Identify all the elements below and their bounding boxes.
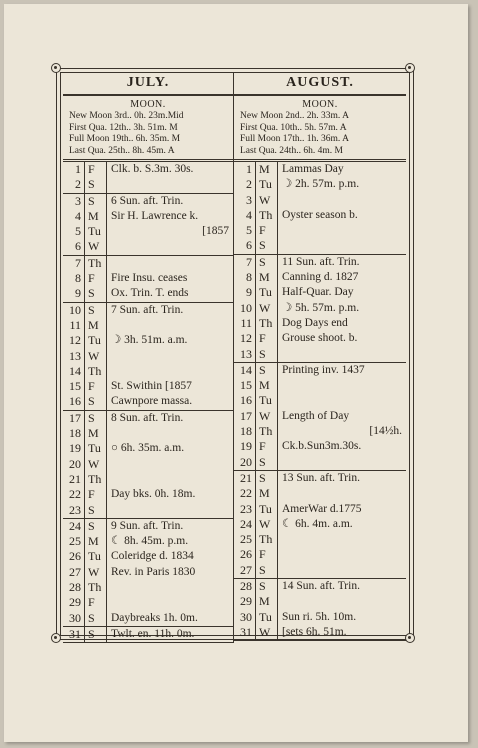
weekday: W [85,565,107,580]
weekday: F [256,331,278,346]
day-note: 8 Sun. aft. Trin. [111,411,184,424]
day-number: 31 [234,625,256,640]
day-number: 16 [63,394,85,409]
weekday: F [85,162,107,177]
weekday: S [85,194,107,209]
weekday: S [85,177,107,192]
day-number: 29 [63,595,85,610]
day-number: 24 [63,519,85,534]
day-note: Twlt. en. 11h. 0m. [111,627,195,640]
week-block [234,363,406,471]
weekday: M [256,486,278,501]
day-note: Day bks. 0h. 18m. [111,488,196,501]
day-row [234,223,406,238]
day-row [63,349,233,364]
day-row [234,594,406,609]
week-block [63,519,233,627]
day-note [107,256,233,271]
week-block [234,255,406,363]
day-note [107,595,233,610]
weekday: M [256,594,278,609]
day-row [63,549,233,564]
weekday: M [256,162,278,177]
day-number: 12 [234,331,256,346]
day-row [234,486,406,501]
weekday: S [256,579,278,594]
day-note: Grouse shoot. b. [282,332,358,345]
day-row [63,379,233,394]
corner-ornament [51,63,61,73]
day-number: 3 [234,193,256,208]
day-row [63,286,233,301]
day-row [63,426,233,441]
weekday: Th [256,424,278,439]
weekday: Tu [85,549,107,564]
day-number: 30 [63,611,85,626]
day-row [63,411,233,426]
weekday: F [85,379,107,394]
weekday: Tu [85,333,107,348]
day-note [107,580,233,595]
day-row [63,627,233,642]
day-number: 18 [63,426,85,441]
day-row [63,611,233,626]
day-row [63,303,233,318]
weekday: S [85,519,107,534]
month-july [63,72,234,643]
day-row [234,517,406,532]
week-block [63,161,233,194]
day-number: 10 [234,301,256,316]
weekday: S [85,611,107,626]
weekday: Tu [85,224,107,239]
day-note: Cawnpore massa. [111,395,193,408]
day-note: Ox. Trin. T. ends [111,287,189,300]
day-note [278,393,406,408]
moon-phase-line: Last Qua. 24th.. 6h. 4m. M [240,145,343,156]
day-number: 30 [234,610,256,625]
day-row [234,409,406,424]
day-note: Daybreaks 1h. 0m. [111,611,198,624]
weekday: Th [85,472,107,487]
weekday: Tu [85,441,107,456]
day-number: 19 [234,439,256,454]
weekday: Th [85,580,107,595]
day-note: ○ 6h. 35m. a.m. [111,442,185,455]
weekday: F [256,547,278,562]
weekday: Th [256,208,278,223]
day-number: 21 [63,472,85,487]
day-number: 7 [234,255,256,270]
moon-phase-line: Full Moon 19th.. 6h. 35m. M [69,134,181,144]
day-number: 22 [234,486,256,501]
day-note: 11 Sun. aft. Trin. [282,255,360,268]
day-number: 28 [63,580,85,595]
weekday: S [256,455,278,470]
day-note: 14 Sun. aft. Trin. [282,580,360,593]
day-number: 6 [63,239,85,254]
day-list [234,161,406,641]
day-row [63,256,233,271]
weekday: S [85,286,107,301]
day-row [63,457,233,472]
week-block [63,303,233,411]
day-note [278,238,406,253]
day-number: 31 [63,627,85,642]
day-row [234,255,406,270]
day-row [234,547,406,562]
day-number: 4 [234,208,256,223]
weekday: F [256,439,278,454]
day-row [63,565,233,580]
day-note [278,347,406,362]
month-title: AUGUST. [234,72,406,96]
day-number: 26 [63,549,85,564]
day-row [234,238,406,253]
day-row [234,285,406,300]
moon-phases [63,111,233,160]
weekday: W [256,301,278,316]
month-august [234,72,406,643]
day-number: 9 [234,285,256,300]
day-row [234,424,406,439]
day-note: 13 Sun. aft. Trin. [282,471,360,484]
day-note [107,503,233,518]
weekday: Tu [256,177,278,192]
weekday: Tu [256,393,278,408]
day-row [63,472,233,487]
day-number: 6 [234,238,256,253]
day-number: 8 [63,271,85,286]
day-number: 1 [63,162,85,177]
day-note: [sets 6h. 51m. [282,625,347,638]
day-note: Half-Quar. Day [282,286,354,299]
weekday: Tu [256,285,278,300]
day-row [63,534,233,549]
day-number: 1 [234,162,256,177]
day-note: 7 Sun. aft. Trin. [111,303,184,316]
weekday: S [256,563,278,578]
weekday: M [85,534,107,549]
day-row [63,519,233,534]
day-row [234,439,406,454]
weekday: F [85,487,107,502]
day-number: 12 [63,333,85,348]
day-number: 16 [234,393,256,408]
day-row [63,503,233,518]
day-row [234,532,406,547]
day-number: 11 [234,316,256,331]
weekday: S [85,411,107,426]
day-note [107,472,233,487]
day-number: 3 [63,194,85,209]
day-row [234,378,406,393]
weekday: S [256,471,278,486]
week-block [63,194,233,256]
day-number: 23 [234,502,256,517]
day-note: AmerWar d.1775 [282,502,362,515]
day-note: Length of Day [282,409,350,422]
day-note: ☽ 5h. 57m. p.m. [282,301,360,314]
weekday: W [85,349,107,364]
weekday: Tu [256,610,278,625]
week-block [63,256,233,303]
day-row [63,177,233,192]
moon-phase-line: Last Qua. 25th.. 8h. 45m. A [69,145,175,156]
day-note [107,364,233,379]
day-row [234,502,406,517]
weekday: F [256,223,278,238]
day-note: Sir H. Lawrence k. [111,209,199,222]
day-number: 20 [234,455,256,470]
day-number: 4 [63,209,85,224]
day-number: 21 [234,471,256,486]
day-number: 22 [63,487,85,502]
weekday: S [256,347,278,362]
day-row [63,595,233,610]
weekday: Th [85,256,107,271]
weekday: M [85,426,107,441]
day-number: 13 [234,347,256,362]
weekday: S [85,627,107,642]
day-note [278,223,406,238]
weekday: Th [256,316,278,331]
corner-ornament [51,633,61,643]
day-number: 5 [234,223,256,238]
week-block [234,161,406,255]
day-row [234,610,406,625]
weekday: Th [256,532,278,547]
weekday: W [256,625,278,640]
day-number: 26 [234,547,256,562]
day-note: ☾ 8h. 45m. p.m. [111,535,189,548]
day-row [234,625,406,640]
day-note: Rev. in Paris 1830 [111,565,196,578]
day-note: Clk. b. S.3m. 30s. [111,163,194,175]
day-number: 5 [63,224,85,239]
weekday: F [85,595,107,610]
day-row [234,563,406,578]
day-row [63,224,233,239]
day-row [234,177,406,192]
moon-phase-line: Full Moon 17th.. 1h. 36m. A [240,134,349,144]
day-number: 14 [234,363,256,378]
day-row [63,394,233,409]
day-note: Canning d. 1827 [282,271,359,284]
weekday: F [85,271,107,286]
day-number: 23 [63,503,85,518]
day-note [278,594,406,609]
day-row [234,208,406,223]
day-note: 9 Sun. aft. Trin. [111,519,184,532]
day-number: 18 [234,424,256,439]
day-note [107,318,233,333]
day-row [63,239,233,254]
day-number: 15 [63,379,85,394]
moon-phase-line: First Qua. 10th.. 5h. 57m. A [240,122,347,133]
weekday: S [256,255,278,270]
day-row [63,318,233,333]
day-row [234,270,406,285]
day-row [234,162,406,177]
day-row [234,347,406,362]
day-note [278,455,406,470]
day-number: 9 [63,286,85,301]
moon-heading: MOON. [302,99,338,110]
day-number: 24 [234,517,256,532]
day-row [63,441,233,456]
day-note [278,563,406,578]
day-note [107,239,233,254]
weekday: W [85,239,107,254]
day-row [234,331,406,346]
day-note: Fire Insu. ceases [111,272,188,285]
moon-phase-line: First Qua. 12th.. 3h. 51m. M [69,122,178,133]
day-row [234,301,406,316]
weekday: M [85,209,107,224]
day-number: 17 [234,409,256,424]
calendar [63,72,407,643]
day-note: [1857 [202,225,229,238]
weekday: Th [85,364,107,379]
weekday: M [256,270,278,285]
day-note: St. Swithin [1857 [111,380,192,393]
day-number: 19 [63,441,85,456]
day-number: 10 [63,303,85,318]
moon-phase-line: New Moon 3rd.. 0h. 23m.Mid [69,111,184,121]
day-row [63,580,233,595]
day-number: 15 [234,378,256,393]
day-note: [14½h. [369,425,402,438]
weekday: S [85,394,107,409]
weekday: W [85,457,107,472]
day-note: Coleridge d. 1834 [111,550,194,563]
weekday: S [256,363,278,378]
day-row [234,316,406,331]
day-number: 8 [234,270,256,285]
day-note: ☽ 3h. 51m. a.m. [111,334,188,347]
day-row [234,455,406,470]
weekday: S [85,303,107,318]
day-number: 14 [63,364,85,379]
day-note: 6 Sun. aft. Trin. [111,194,184,207]
day-number: 25 [63,534,85,549]
day-number: 27 [63,565,85,580]
weekday: Tu [256,502,278,517]
week-block [234,471,406,579]
week-block [234,579,406,641]
weekday: S [85,503,107,518]
weekday: W [256,517,278,532]
day-number: 2 [234,177,256,192]
day-note [278,193,406,208]
day-row [63,271,233,286]
day-number: 11 [63,318,85,333]
day-number: 2 [63,177,85,192]
day-number: 28 [234,579,256,594]
day-row [234,471,406,486]
day-note: ☾ 6h. 4m. a.m. [282,517,353,530]
day-row [63,209,233,224]
day-note [278,547,406,562]
day-note [107,349,233,364]
day-row [234,193,406,208]
day-number: 7 [63,256,85,271]
day-row [63,194,233,209]
day-note: ☽ 2h. 57m. p.m. [282,178,360,191]
day-note: Dog Days end [282,316,348,329]
day-row [234,579,406,594]
moon-phases [234,111,406,160]
day-note: Sun ri. 5h. 10m. [282,610,357,623]
day-list [63,161,233,643]
week-block [63,627,233,643]
day-note: Ck.b.Sun3m.30s. [282,440,362,453]
weekday: M [85,318,107,333]
day-row [63,333,233,348]
weekday: S [256,238,278,253]
day-note [107,457,233,472]
day-number: 27 [234,563,256,578]
day-note [278,532,406,547]
day-note [107,177,233,192]
day-row [63,364,233,379]
weekday: W [256,193,278,208]
week-block [63,411,233,519]
weekday: W [256,409,278,424]
day-row [63,162,233,177]
day-number: 25 [234,532,256,547]
day-note [278,486,406,501]
day-row [234,363,406,378]
month-title: JULY. [63,72,233,96]
day-number: 29 [234,594,256,609]
day-number: 17 [63,411,85,426]
day-note [107,426,233,441]
moon-phase-line: New Moon 2nd.. 2h. 33m. A [240,111,349,121]
day-number: 20 [63,457,85,472]
day-note: Printing inv. 1437 [282,363,365,376]
weekday: M [256,378,278,393]
day-row [234,393,406,408]
day-note: Oyster season b. [282,208,358,221]
day-number: 13 [63,349,85,364]
day-row [63,487,233,502]
day-note [278,378,406,393]
day-note: Lammas Day [282,163,344,175]
moon-heading: MOON. [130,99,166,110]
